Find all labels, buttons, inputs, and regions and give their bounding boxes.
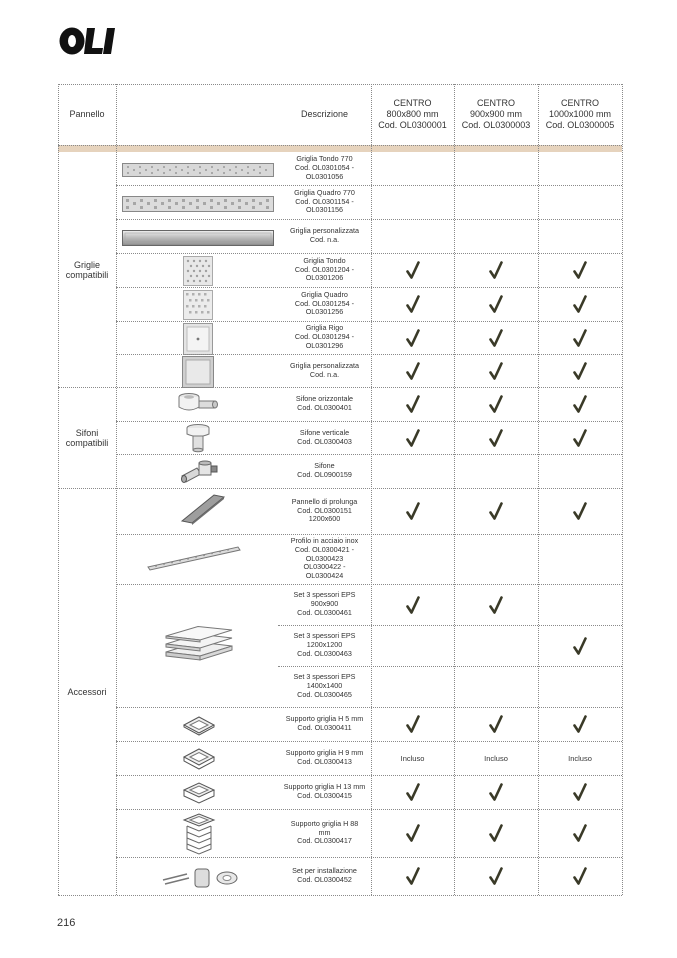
empty-cell [371, 152, 454, 185]
description-line: Cod. OL0900159 [297, 470, 352, 479]
checkmark-icon [538, 488, 622, 534]
square-grate-custom-icon [176, 355, 220, 388]
description-line: Cod. OL0300413 [297, 757, 352, 766]
empty-cell [454, 152, 538, 185]
linear-grate-squares-icon [120, 192, 275, 216]
square-grate-dots-icon [178, 255, 218, 287]
header-product-2: CENTRO 900x900 mm Cod. OL0300003 [461, 98, 531, 130]
row-description [278, 387, 371, 421]
checkmark-icon [371, 809, 454, 857]
extension-panel-icon [173, 490, 233, 528]
description-line: Griglia Rigo [305, 323, 344, 333]
description-line: Sifone [314, 461, 335, 471]
empty-cell [371, 534, 454, 584]
description-line: Cod. OL0300421 - [294, 544, 355, 554]
description-line: Cod. OL0300151 [297, 505, 352, 515]
description-line: OL0300422 - [303, 562, 346, 572]
grid-line-desc [371, 84, 372, 895]
checkmark-icon [371, 387, 454, 421]
description-line: Supporto griglia H 13 mm [283, 782, 366, 792]
vertical-siphon-icon [173, 422, 223, 454]
description-line: OL0301296 [305, 340, 344, 350]
empty-cell [538, 219, 622, 253]
description-line: Cod. OL0300415 [297, 791, 352, 800]
empty-cell [371, 666, 454, 707]
description-line: mm [318, 827, 331, 837]
description-line: Griglia Quadro 770 [294, 187, 355, 197]
description-line: Set 3 spessori EPS [293, 631, 356, 641]
grate-support-9-icon [173, 742, 225, 776]
description-line: Cod. OL0301254 - [294, 298, 355, 308]
row-description [278, 625, 371, 666]
empty-cell [371, 625, 454, 666]
checkmark-icon [454, 809, 538, 857]
group-sifoni: Sifoni compatibili [65, 427, 109, 448]
description-line: Cod. n.a. [309, 369, 340, 379]
row-description [278, 287, 371, 321]
included-label: Incluso [400, 753, 425, 763]
empty-cell [538, 534, 622, 584]
grid-line-top [58, 84, 622, 85]
checkmark-icon [454, 387, 538, 421]
grid-line-col2 [454, 84, 455, 895]
description-line: Sifone orizzontale [295, 394, 354, 404]
description-line: Cod. OL0301054 - [294, 163, 355, 173]
installation-kit-icon [158, 859, 248, 895]
description-line: OL0301156 [305, 205, 344, 215]
row-description [278, 185, 371, 219]
description-line: OL0300424 [305, 571, 344, 581]
steel-profile-icon [144, 543, 244, 573]
checkmark-icon [538, 809, 622, 857]
row-description [278, 707, 371, 741]
checkmark-icon [371, 857, 454, 895]
description-line: Cod. OL0301154 - [295, 196, 354, 206]
header-description: Descrizione [300, 109, 349, 119]
checkmark-icon [371, 584, 454, 625]
description-line: Set 3 spessori EPS [293, 672, 356, 682]
checkmark-icon [371, 287, 454, 321]
checkmark-icon [454, 857, 538, 895]
square-grate-squares-icon [178, 289, 218, 321]
grid-line-panel [116, 84, 117, 895]
eps-sheets-icon [158, 624, 238, 664]
description-line: Griglia Tondo 770 [296, 154, 353, 164]
linear-grate-dots-icon [120, 158, 275, 182]
linear-grate-custom-icon [120, 226, 275, 250]
empty-cell [454, 185, 538, 219]
description-line: 1400x1400 [306, 681, 343, 691]
description-line: OL0301206 [305, 273, 344, 283]
checkmark-icon [538, 387, 622, 421]
checkmark-icon [371, 354, 454, 387]
header-product-1: CENTRO 800x800 mm Cod. OL0300001 [378, 98, 447, 130]
row-description [278, 219, 371, 253]
empty-cell [538, 185, 622, 219]
empty-cell [454, 219, 538, 253]
included-label: Incluso [484, 753, 508, 763]
checkmark-icon [454, 775, 538, 809]
page-number: 216 [57, 917, 76, 929]
row-description [278, 857, 371, 895]
description-line: Cod. OL0300465 [297, 689, 352, 699]
description-line: Sifone verticale [299, 427, 350, 437]
checkmark-icon [454, 488, 538, 534]
checkmark-icon [538, 321, 622, 354]
horizontal-siphon-icon [173, 389, 223, 421]
description-line: Cod. OL0300452 [297, 875, 352, 884]
description-line: Supporto griglia H 88 [290, 818, 359, 828]
row-description [278, 584, 371, 625]
description-line: Griglia personalizzata [289, 360, 360, 370]
checkmark-icon [371, 321, 454, 354]
grid-line-right [622, 84, 623, 895]
description-line: Set 3 spessori EPS [293, 590, 356, 600]
description-line: Cod. OL0300411 [297, 723, 352, 732]
description-line: Cod. OL0300417 [297, 836, 352, 846]
description-line: OL0301056 [305, 171, 344, 181]
empty-cell [454, 666, 538, 707]
row-divider [58, 895, 622, 896]
description-line: Pannello di prolunga [291, 496, 358, 506]
checkmark-icon [538, 775, 622, 809]
grid-line-left [58, 84, 59, 895]
checkmark-icon [538, 287, 622, 321]
checkmark-icon [371, 488, 454, 534]
group-accessori: Accessori [67, 686, 107, 697]
description-line: Cod. OL0300403 [297, 436, 352, 446]
empty-cell [371, 454, 454, 488]
row-description [278, 354, 371, 387]
checkmark-icon [454, 321, 538, 354]
empty-cell [538, 666, 622, 707]
checkmark-icon [454, 421, 538, 454]
row-description [278, 152, 371, 185]
checkmark-icon [454, 584, 538, 625]
header-product-3: CENTRO 1000x1000 mm Cod. OL0300005 [545, 98, 615, 130]
checkmark-icon [371, 253, 454, 287]
grid-line-col3 [538, 84, 539, 895]
description-line: 1200x600 [308, 514, 341, 524]
description-line: Cod. n.a. [309, 235, 340, 244]
row-description [278, 666, 371, 707]
group-griglie: Griglie compatibili [65, 259, 109, 280]
row-description [278, 454, 371, 488]
description-line: 1200x1200 [306, 640, 343, 650]
checkmark-icon [454, 354, 538, 387]
row-description [278, 488, 371, 534]
checkmark-icon [538, 354, 622, 387]
header-panel: Pannello [69, 109, 105, 119]
description-line: 900x900 [310, 599, 339, 609]
grate-support-13-icon [173, 776, 225, 810]
row-description [278, 253, 371, 287]
checkmark-icon [371, 421, 454, 454]
description-line: Supporto griglia H 5 mm [285, 714, 364, 724]
square-grate-rigo-icon [178, 322, 218, 355]
checkmark-icon [538, 253, 622, 287]
empty-cell [538, 152, 622, 185]
row-description [278, 741, 371, 775]
description-line: Supporto griglia H 9 mm [285, 748, 364, 758]
description-line: OL0300423 [305, 553, 344, 563]
empty-cell [454, 625, 538, 666]
empty-cell [371, 219, 454, 253]
row-description [278, 321, 371, 354]
description-line: Griglia personalizzata [289, 226, 360, 236]
checkmark-icon [454, 707, 538, 741]
row-description [278, 809, 371, 857]
empty-cell [538, 454, 622, 488]
oli-logo [57, 25, 123, 57]
empty-cell [454, 454, 538, 488]
checkmark-icon [371, 775, 454, 809]
checkmark-icon [538, 857, 622, 895]
empty-cell [454, 534, 538, 584]
empty-cell [538, 584, 622, 625]
description-line: Cod. OL0300401 [297, 403, 352, 412]
description-line: Cod. OL0301294 - [294, 332, 355, 342]
checkmark-icon [371, 707, 454, 741]
row-description [278, 775, 371, 809]
description-line: OL0301256 [305, 307, 344, 317]
description-line: Griglia Quadro [301, 289, 348, 299]
checkmark-icon [538, 625, 622, 666]
description-line: Profilo in acciaio inox [290, 536, 359, 545]
description-line: Griglia Tondo [303, 255, 346, 265]
description-line: Cod. OL0300461 [297, 607, 352, 617]
grate-support-88-icon [173, 810, 225, 858]
siphon-icon [173, 455, 227, 487]
checkmark-icon [454, 253, 538, 287]
included-label: Incluso [568, 753, 592, 763]
checkmark-icon [538, 421, 622, 454]
checkmark-icon [538, 707, 622, 741]
description-line: Cod. OL0301204 - [294, 264, 355, 274]
checkmark-icon [454, 287, 538, 321]
empty-cell [371, 185, 454, 219]
description-line: Cod. OL0300463 [297, 648, 352, 658]
row-description [278, 421, 371, 454]
grate-support-5-icon [173, 708, 225, 742]
row-description [278, 534, 371, 584]
description-line: Set per installazione [292, 866, 357, 876]
